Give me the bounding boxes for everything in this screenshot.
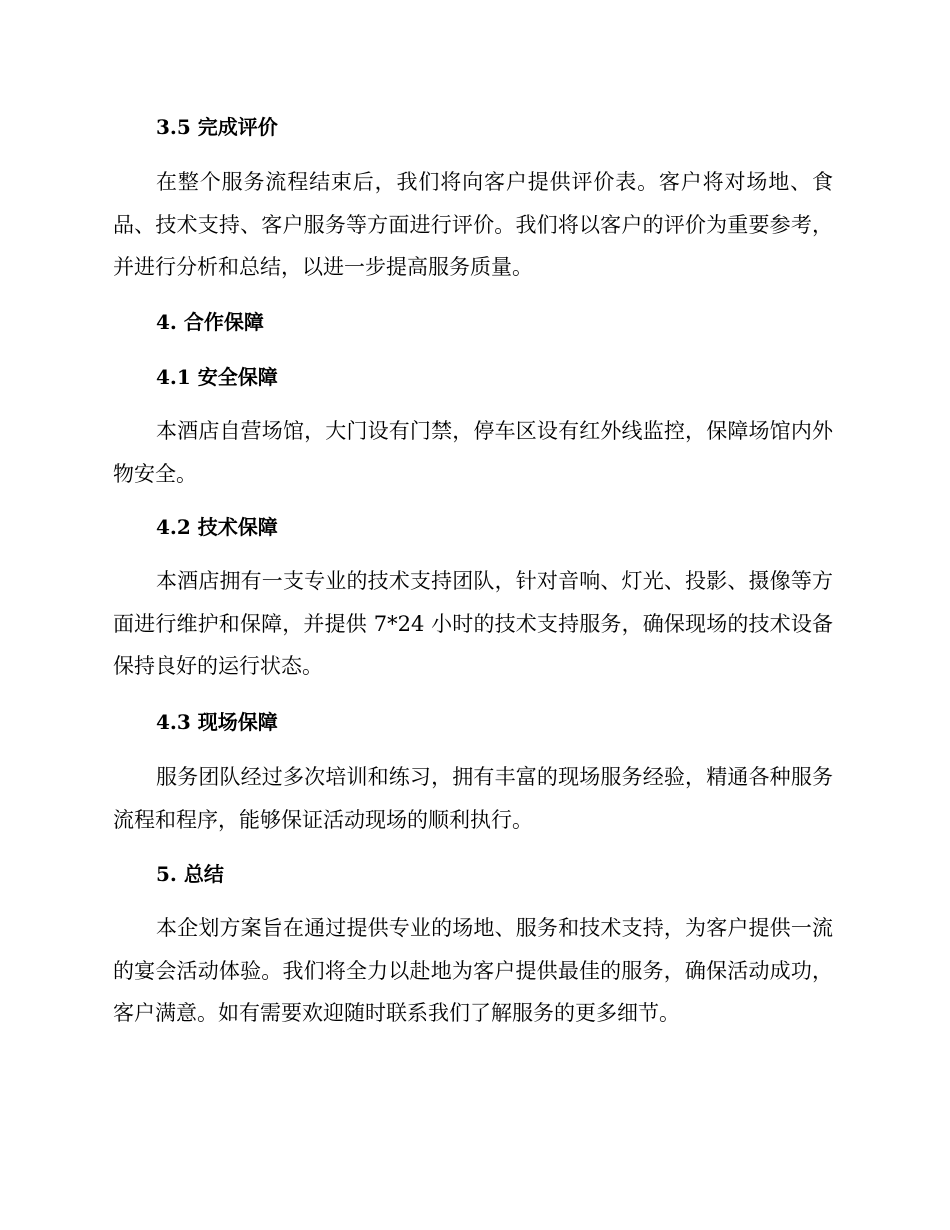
paragraph-4-3: 服务团队经过多次培训和练习，拥有丰富的现场服务经验，精通各种服务流程和程序，能够保证活动现场的顺利执行。 <box>113 765 833 832</box>
heading-5: 5. 总结 <box>156 862 224 886</box>
paragraph-4-1: 本酒店自营场馆，大门设有门禁，停车区设有红外线监控，保障场馆内外物安全。 <box>113 419 833 486</box>
heading-4: 4. 合作保障 <box>156 310 264 334</box>
paragraph-4-2: 本酒店拥有一支专业的技术支持团队，针对音响、灯光、投影、摄像等方面进行维护和保障，并提供 7*24 小时的技术支持服务，确保现场的技术设备保持良好的运行状态。 <box>113 569 833 678</box>
heading-3-5: 3.5 完成评价 <box>156 115 278 139</box>
heading-4-3: 4.3 现场保障 <box>156 710 278 734</box>
paragraph-3-5: 在整个服务流程结束后，我们将向客户提供评价表。客户将对场地、食品、技术支持、客户服务等方面进行评价。我们将以客户的评价为重要参考，并进行分析和总结，以进一步提高服务质量。 <box>113 170 833 279</box>
paragraph-5: 本企划方案旨在通过提供专业的场地、服务和技术支持，为客户提供一流的宴会活动体验。我们将全力以赴地为客户提供最佳的服务，确保活动成功，客户满意。如有需要欢迎随时联系我们了解服务的更多细节。 <box>113 916 833 1025</box>
heading-4-2: 4.2 技术保障 <box>156 515 278 539</box>
heading-4-1: 4.1 安全保障 <box>156 365 278 389</box>
